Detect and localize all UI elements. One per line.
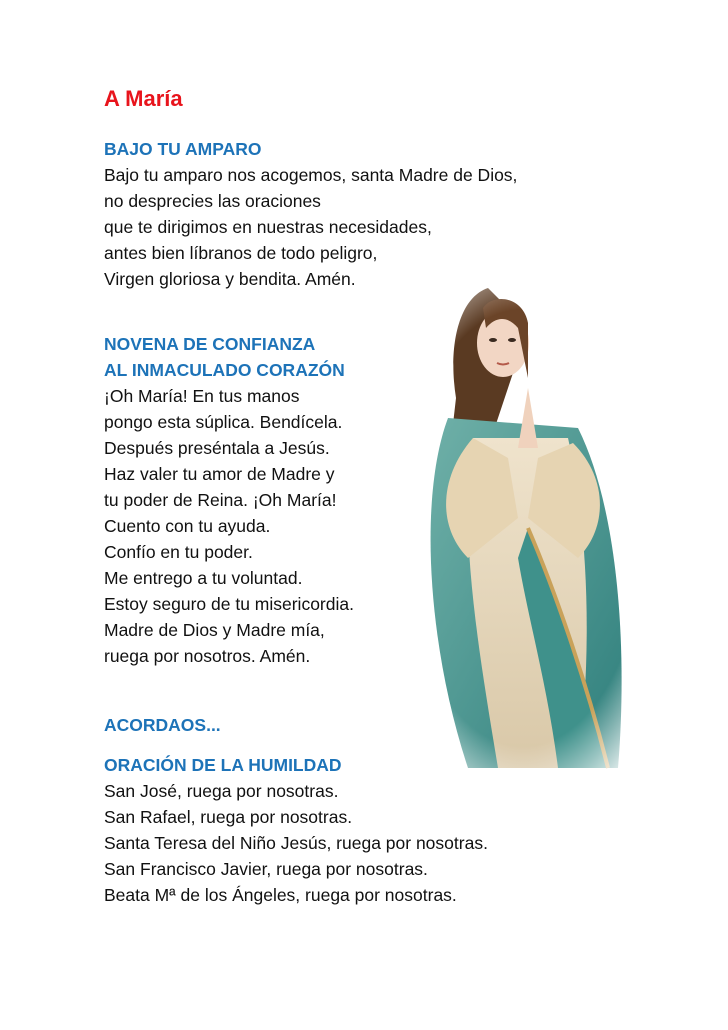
prayer-line: Virgen gloriosa y bendita. Amén. (104, 269, 356, 289)
prayer-line: Cuento con tu ayuda. (104, 516, 271, 536)
page-title: A María (104, 86, 183, 111)
prayer-line: Estoy seguro de tu misericordia. (104, 594, 354, 614)
prayer-acordaos (104, 712, 221, 738)
prayer-line: San Rafael, ruega por nosotras. (104, 807, 353, 827)
prayer-line: Madre de Dios y Madre mía, (104, 620, 325, 640)
prayer-heading: ACORDAOS... (104, 715, 221, 735)
virgin-mary-statue-illustration (378, 268, 668, 788)
prayer-heading: AL INMACULADO CORAZÓN (104, 360, 345, 380)
prayer-line: ruega por nosotros. Amén. (104, 646, 311, 666)
prayer-line: Bajo tu amparo nos acogemos, santa Madre de Dios, (104, 165, 518, 185)
prayer-line: tu poder de Reina. ¡Oh María! (104, 490, 337, 510)
prayer-line: Beata Mª de los Ángeles, ruega por nosotras. (104, 885, 457, 905)
prayer-line: Me entrego a tu voluntad. (104, 568, 303, 588)
prayer-heading: NOVENA DE CONFIANZA (104, 334, 316, 354)
prayer-line: antes bien líbranos de todo peligro, (104, 243, 378, 263)
prayer-heading: BAJO TU AMPARO (104, 139, 262, 159)
prayer-line: pongo esta súplica. Bendícela. (104, 412, 343, 432)
prayer-line: Después preséntala a Jesús. (104, 438, 330, 458)
prayer-line: que te dirigimos en nuestras necesidades, (104, 217, 432, 237)
prayer-line: Santa Teresa del Niño Jesús, ruega por nosotras. (104, 833, 488, 853)
prayer-heading: ORACIÓN DE LA HUMILDAD (104, 755, 342, 775)
prayer-line: no desprecies las oraciones (104, 191, 321, 211)
prayer-line: Haz valer tu amor de Madre y (104, 464, 335, 484)
prayer-novena-de-confianza (104, 331, 354, 669)
prayer-line: ¡Oh María! En tus manos (104, 386, 300, 406)
prayer-line: Confío en tu poder. (104, 542, 253, 562)
prayer-line: San Francisco Javier, ruega por nosotras. (104, 859, 428, 879)
prayer-line: San José, ruega por nosotras. (104, 781, 339, 801)
